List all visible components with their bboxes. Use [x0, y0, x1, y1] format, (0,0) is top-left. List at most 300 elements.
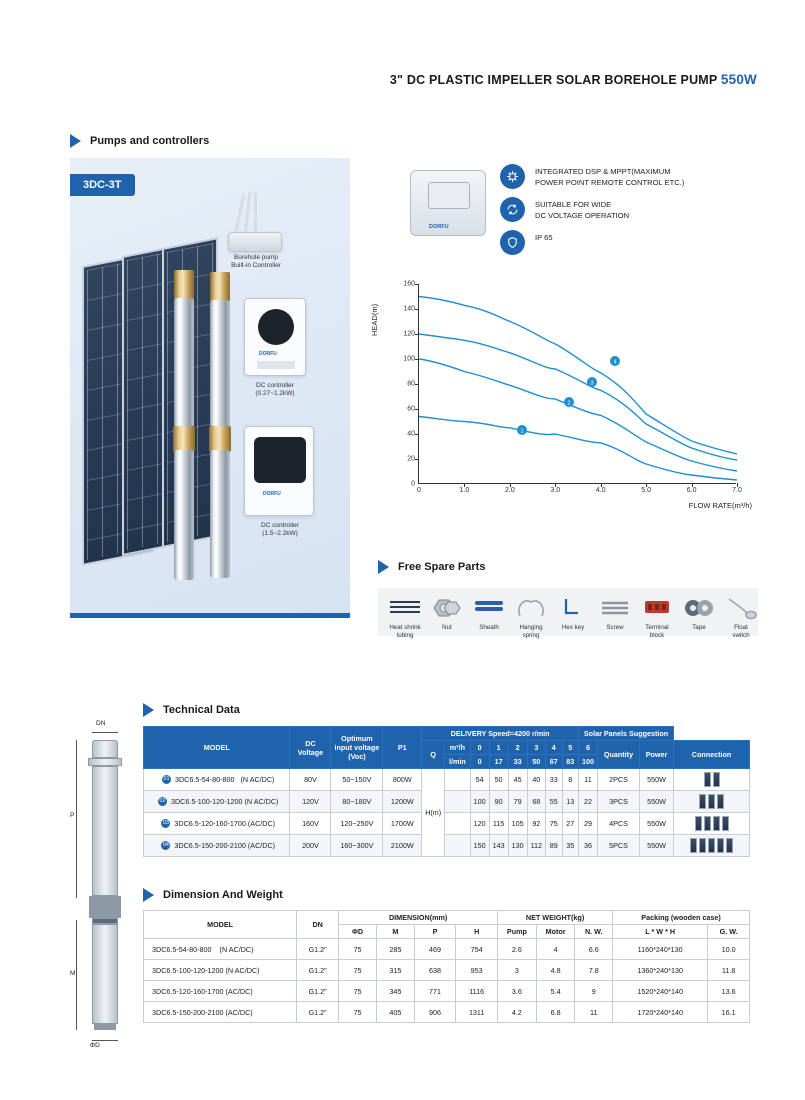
cell-model — [144, 813, 290, 835]
chart-y-tick: 0 — [411, 480, 415, 488]
cell-pump: 4.2 — [498, 1002, 537, 1023]
cell-nw: 9 — [575, 981, 613, 1002]
spare-part-terminal-block — [634, 592, 680, 640]
cell-power: 550W — [639, 813, 673, 835]
chart-y-tick: 160 — [403, 280, 415, 288]
controller-display — [258, 309, 294, 345]
cell-quantity: 5PCS — [598, 835, 640, 857]
cell-head: 115 — [489, 813, 508, 835]
controller-display — [428, 182, 470, 209]
chart-x-tick: 0 — [417, 487, 421, 494]
th-q-col-lmin: 83 — [562, 755, 578, 769]
model-name: 3DC6.5-150-200-2100 — [152, 1007, 224, 1017]
th-q-unit-lmin: l/min — [445, 755, 470, 769]
cell-phid: 75 — [339, 1002, 377, 1023]
cell-h: 1311 — [456, 1002, 498, 1023]
model-suffix: (N AC/DC) — [240, 774, 275, 784]
table-row — [144, 960, 750, 981]
performance-chart — [370, 276, 758, 528]
chart-y-tick: 100 — [403, 355, 415, 363]
cell-nw: 7.8 — [575, 960, 613, 981]
cell-p1: 2100W — [383, 835, 422, 857]
cell-head: 92 — [527, 813, 545, 835]
th-quantity: Quantity — [598, 741, 640, 769]
nut-icon — [424, 592, 470, 624]
cell-head: 40 — [527, 769, 545, 791]
drawing-label-dn: DN — [96, 720, 106, 727]
chart-y-tick: 60 — [407, 405, 415, 413]
drawing-outlet — [92, 740, 118, 758]
cell-model — [144, 769, 290, 791]
cell-p: 469 — [414, 939, 455, 960]
th-nw: N. W. — [575, 925, 613, 939]
chart-x-tick: 6.0 — [686, 487, 697, 494]
chart-x-axis-label: FLOW RATE(m³/h) — [688, 501, 752, 510]
cell-nw: 6.6 — [575, 939, 613, 960]
cell-model — [144, 960, 297, 981]
chart-curves — [419, 284, 737, 484]
cell-pump: 3.6 — [498, 981, 537, 1002]
cell-head: 90 — [489, 791, 508, 813]
controller-top-illustration — [410, 170, 486, 236]
drawing-pump-stages — [92, 766, 118, 896]
section-title: Technical Data — [163, 704, 240, 716]
hex-key-icon — [550, 592, 596, 624]
controller-terminals — [257, 361, 295, 369]
chart-x-tick: 7.0 — [732, 487, 742, 494]
cell-head: 120 — [470, 813, 489, 835]
th-q-col-lmin: 67 — [546, 755, 562, 769]
controller-display — [254, 437, 306, 483]
part-label-line-2: tubing — [396, 632, 414, 640]
table-row — [144, 835, 750, 857]
th-q-col-lmin: 100 — [579, 755, 598, 769]
cell-motor: 5.4 — [536, 981, 575, 1002]
part-label-line-2: spring — [522, 632, 540, 640]
dc-controller-small-caption — [238, 382, 312, 398]
drawing-label-p: P — [70, 812, 75, 819]
cell-head: 55 — [546, 791, 562, 813]
th-h: H — [456, 925, 498, 939]
cell-gw: 16.1 — [708, 1002, 750, 1023]
th-m: M — [376, 925, 414, 939]
drawing-motor-end — [94, 1024, 116, 1030]
cell-model — [144, 1002, 297, 1023]
brand-logo: DORFU — [429, 224, 449, 230]
cell-connection — [674, 813, 750, 835]
cell-pump: 2.6 — [498, 939, 537, 960]
part-label-line-1: Hanging — [519, 624, 543, 631]
th-p1: P1 — [383, 727, 422, 769]
caption-line-1: DC controller — [256, 382, 294, 389]
model-suffix: (AC/DC) — [225, 986, 253, 996]
cell-head: 33 — [546, 769, 562, 791]
part-label-line-1: Hex key — [561, 624, 585, 631]
cell-motor: 6.8 — [536, 1002, 575, 1023]
cell-model — [144, 981, 297, 1002]
builtin-controller-illustration — [228, 232, 282, 252]
section-dimension-weight — [143, 888, 283, 902]
chart-x-tick: 3.0 — [550, 487, 561, 494]
chart-y-tick: 120 — [403, 330, 415, 338]
cell-p: 638 — [414, 960, 455, 981]
row-number-badge: 01 — [163, 776, 170, 783]
th-pump: Pump — [498, 925, 537, 939]
model-name: 3DC6.5-120-160-1700 — [152, 986, 224, 996]
chart-y-axis-label: HEAD(m) — [370, 303, 379, 336]
th-phid: ΦD — [339, 925, 377, 939]
cell-gw: 13.6 — [708, 981, 750, 1002]
cell-head: 79 — [508, 791, 527, 813]
feature-line-2: DC VOLTAGE OPERATION — [535, 211, 630, 221]
table-row — [144, 939, 750, 960]
cell-connection — [674, 769, 750, 791]
row-number-badge: 03 — [162, 820, 169, 827]
th-dc-voltage: DC Voltage — [290, 727, 331, 769]
page-title-text: 3" DC PLASTIC IMPELLER SOLAR BOREHOLE PUMP — [389, 73, 718, 87]
cell-phid: 75 — [339, 960, 377, 981]
cell-phid: 75 — [339, 981, 377, 1002]
cell-dn: G1.2" — [297, 939, 339, 960]
feature-text — [535, 164, 684, 189]
spare-part-hanging-spring — [508, 592, 554, 640]
caption-line-2: (0.27~1.2kW) — [255, 390, 295, 398]
part-label-line-2: switch — [732, 632, 750, 640]
cell-head: 13 — [562, 791, 578, 813]
screw-icon — [592, 592, 638, 624]
cell-lwh: 1520*240*140 — [613, 981, 708, 1002]
cell-m: 405 — [376, 1002, 414, 1023]
cell-head: 89 — [546, 835, 562, 857]
cell-head: 150 — [470, 835, 489, 857]
section-title: Free Spare Parts — [398, 561, 486, 573]
th-q-col: 6 — [579, 741, 598, 755]
cell-head: 112 — [527, 835, 545, 857]
th-q-col-lmin: 50 — [527, 755, 545, 769]
feature-text — [535, 197, 629, 222]
th-gw: G. W. — [708, 925, 750, 939]
part-label-line-2: block — [649, 632, 665, 640]
cell-quantity: 4PCS — [598, 813, 640, 835]
model-name: 3DC6.5-54-80-800 — [174, 774, 235, 784]
th-q-col: 1 — [489, 741, 508, 755]
feature-line-1: IP 65 — [535, 233, 553, 242]
cell-h: 754 — [456, 939, 498, 960]
th-packing: Packing (wooden case) — [613, 911, 750, 925]
cell-model — [144, 939, 297, 960]
page-title — [390, 72, 757, 87]
th-delivery: DELIVERY Speed=4200 r/min — [422, 727, 579, 741]
brand-logo: DORFU — [263, 491, 281, 497]
cell-connection — [674, 835, 750, 857]
part-label-line-1: Tape — [692, 624, 706, 631]
cell-dc-voltage: 120V — [290, 791, 331, 813]
th-q-col: 3 — [527, 741, 545, 755]
cell-head — [445, 813, 470, 835]
shield-icon — [500, 230, 525, 255]
section-pumps-controllers — [70, 134, 209, 148]
pump-technical-drawing — [70, 720, 140, 1049]
cell-head: 105 — [508, 813, 527, 835]
cell-optimum: 160~300V — [331, 835, 383, 857]
cell-head: 27 — [562, 813, 578, 835]
pump-coupling-illustration — [173, 426, 195, 452]
th-power: Power — [639, 741, 673, 769]
cell-head: 50 — [489, 769, 508, 791]
cell-lwh: 1720*240*140 — [613, 1002, 708, 1023]
cell-motor: 4.8 — [536, 960, 575, 981]
cell-pump: 3 — [498, 960, 537, 981]
model-name: 3DC6.5-100-120-1200 — [170, 796, 243, 806]
pump-body-illustration — [174, 298, 194, 428]
svg-text:1: 1 — [520, 428, 524, 435]
cell-head: 11 — [579, 769, 598, 791]
cell-optimum: 80~180V — [331, 791, 383, 813]
spare-part-heat-shrink-tubing — [382, 592, 428, 640]
svg-text:2: 2 — [567, 400, 571, 407]
cell-optimum: 120~250V — [331, 813, 383, 835]
cell-lwh: 1360*240*130 — [613, 960, 708, 981]
model-suffix: (AC/DC) — [225, 1007, 253, 1017]
pump-head-illustration — [210, 272, 230, 302]
spare-part-sheath — [466, 592, 512, 632]
svg-text:4: 4 — [613, 359, 617, 366]
svg-text:3: 3 — [590, 380, 594, 387]
cell-m: 345 — [376, 981, 414, 1002]
product-image-panel — [70, 158, 350, 618]
table-row — [144, 813, 750, 835]
section-technical-data — [143, 703, 240, 717]
pump-motor-illustration — [210, 450, 230, 578]
cell-head: 100 — [470, 791, 489, 813]
row-number-badge: 02 — [159, 798, 166, 805]
dc-controller-large-illustration — [244, 426, 314, 516]
cell-quantity: 2PCS — [598, 769, 640, 791]
part-label-line-1: Heat shrink — [389, 624, 421, 631]
pump-body-illustration — [210, 300, 230, 428]
feature-line-1: SUITABLE FOR WIDE — [535, 200, 612, 209]
cell-power: 550W — [639, 769, 673, 791]
th-q-col: 4 — [546, 741, 562, 755]
cell-h-unit: H(m) — [422, 769, 445, 857]
dimension-weight-table — [143, 910, 750, 1023]
page-title-power: 550W — [720, 72, 757, 87]
feature-item-dsp-mppt — [500, 164, 760, 189]
table-header — [144, 911, 750, 939]
dc-controller-small-illustration — [244, 298, 306, 376]
technical-data-table — [143, 726, 750, 857]
th-dn: DN — [297, 911, 339, 939]
row-number-badge: 04 — [162, 842, 169, 849]
th-dimension: DIMENSION(mm) — [339, 911, 498, 925]
caption-line-2: (1.5~2.2kW) — [262, 530, 298, 538]
feature-item-ip65 — [500, 230, 760, 255]
float-switch-icon — [718, 592, 764, 624]
spare-part-float-switch — [718, 592, 764, 640]
model-name: 3DC6.5-54-80-800 — [152, 944, 212, 954]
th-model: MODEL — [144, 727, 290, 769]
th-q-unit-m3h: m³/h — [445, 741, 470, 755]
triangle-bullet-icon — [143, 888, 154, 902]
model-name: 3DC6.5-150-200-2100 — [174, 840, 246, 850]
cell-p: 771 — [414, 981, 455, 1002]
th-connection: Connection — [674, 741, 750, 769]
cell-quantity: 3PCS — [598, 791, 640, 813]
part-label-line-1: Nut — [442, 624, 452, 631]
cell-head — [445, 769, 470, 791]
th-q-col: 2 — [508, 741, 527, 755]
model-suffix: (AC/DC) — [247, 840, 276, 850]
cell-h: 1116 — [456, 981, 498, 1002]
chip-icon — [500, 164, 525, 189]
cell-optimum: 50~150V — [331, 769, 383, 791]
caption-line-1: DC controller — [261, 522, 299, 529]
cell-lwh: 1160*240*130 — [613, 939, 708, 960]
table-row — [144, 769, 750, 791]
terminal-block-icon — [634, 592, 680, 624]
cell-head: 75 — [546, 813, 562, 835]
caption-line-2: Built-in Controller — [231, 262, 281, 270]
cell-power: 550W — [639, 791, 673, 813]
section-free-spare-parts — [378, 560, 485, 574]
triangle-bullet-icon — [143, 703, 154, 717]
cell-phid: 75 — [339, 939, 377, 960]
cell-power: 550W — [639, 835, 673, 857]
part-label-line-1: Float — [734, 624, 748, 631]
chart-y-tick: 40 — [407, 430, 415, 438]
cell-nw: 11 — [575, 1002, 613, 1023]
cell-model — [144, 835, 290, 857]
cell-head: 130 — [508, 835, 527, 857]
caption-line-1: Borehole pump — [233, 254, 279, 261]
th-optimum-voltage: Optimum input voltage (Voc) — [331, 727, 383, 769]
cell-motor: 4 — [536, 939, 575, 960]
part-label-line-1: Screw — [606, 624, 624, 631]
cell-dc-voltage: 80V — [290, 769, 331, 791]
spare-part-screw — [592, 592, 638, 632]
feature-text — [535, 230, 553, 243]
th-q-col-lmin: 33 — [508, 755, 527, 769]
product-badge: 3DC-3T — [70, 174, 135, 196]
cell-m: 315 — [376, 960, 414, 981]
chart-y-tick: 20 — [407, 455, 415, 463]
cell-dn: G1.2" — [297, 981, 339, 1002]
cell-head: 68 — [527, 791, 545, 813]
model-suffix: (N AC/DC) — [225, 965, 260, 975]
chart-y-tick: 140 — [403, 305, 415, 313]
drawing-suction — [89, 896, 121, 918]
cell-head: 29 — [579, 813, 598, 835]
th-q-col: 0 — [470, 741, 489, 755]
cell-gw: 11.8 — [708, 960, 750, 981]
cell-connection — [674, 791, 750, 813]
cell-m: 285 — [376, 939, 414, 960]
triangle-bullet-icon — [378, 560, 389, 574]
cell-head: 54 — [470, 769, 489, 791]
builtin-controller-caption — [220, 254, 292, 270]
cell-p1: 1200W — [383, 791, 422, 813]
chart-x-tick: 1.0 — [459, 487, 470, 494]
drawing-motor — [92, 924, 118, 1024]
cable-illustration — [254, 192, 257, 236]
cell-p1: 1700W — [383, 813, 422, 835]
cell-h: 953 — [456, 960, 498, 981]
chart-plot-area — [403, 280, 742, 494]
cell-p: 906 — [414, 1002, 455, 1023]
pump-coupling-illustration — [209, 426, 231, 452]
th-solar-panels: Solar Panels Suggestion — [579, 727, 674, 741]
pump-motor-illustration — [174, 450, 194, 580]
th-q-col-lmin: 17 — [489, 755, 508, 769]
brand-logo: DORFU — [259, 351, 277, 357]
tape-icon — [676, 592, 722, 624]
model-name: 3DC6.5-100-120-1200 — [152, 965, 224, 975]
cable-illustration — [244, 192, 252, 236]
drawing-flange — [88, 758, 122, 766]
part-label-line-1: Terminal — [645, 624, 669, 631]
th-p: P — [414, 925, 455, 939]
th-q: Q — [422, 741, 445, 769]
hanging-spring-icon — [508, 592, 554, 624]
cell-dc-voltage: 200V — [290, 835, 331, 857]
chart-x-tick: 5.0 — [641, 487, 651, 494]
cell-head: 35 — [562, 835, 578, 857]
cell-head: 8 — [562, 769, 578, 791]
model-suffix: (AC/DC) — [247, 818, 276, 828]
chart-y-tick: 80 — [407, 380, 415, 388]
cell-dc-voltage: 160V — [290, 813, 331, 835]
spare-part-nut — [424, 592, 470, 632]
cell-model — [144, 791, 290, 813]
section-title: Dimension And Weight — [163, 889, 283, 901]
cell-head — [445, 835, 470, 857]
cell-head: 36 — [579, 835, 598, 857]
spare-part-hex-key — [550, 592, 596, 632]
chart-x-tick: 4.0 — [595, 487, 606, 494]
table-row — [144, 1002, 750, 1023]
th-net-weight: NET WEIGHT(kg) — [498, 911, 613, 925]
th-lwh: L * W * H — [613, 925, 708, 939]
heat-shrink-tubing-icon — [382, 592, 428, 624]
th-q-col: 5 — [562, 741, 578, 755]
pump-head-illustration — [174, 270, 194, 300]
cell-dn: G1.2" — [297, 1002, 339, 1023]
table-header — [144, 727, 750, 769]
drawing-label-phid: ΦD — [90, 1042, 100, 1049]
cell-head: 22 — [579, 791, 598, 813]
feature-line-1: INTEGRATED DSP & MPPT(MAXIMUM — [535, 167, 671, 176]
table-row — [144, 791, 750, 813]
table-row — [144, 981, 750, 1002]
cell-head: 45 — [508, 769, 527, 791]
cell-dn: G1.2" — [297, 960, 339, 981]
cell-gw: 10.0 — [708, 939, 750, 960]
model-suffix: (N AC/DC) — [219, 944, 254, 954]
spare-part-tape — [676, 592, 722, 632]
drawing-label-m: M — [70, 970, 76, 977]
th-q-col-lmin: 0 — [470, 755, 489, 769]
feature-item-wide-voltage — [500, 197, 760, 222]
triangle-bullet-icon — [70, 134, 81, 148]
model-name: 3DC6.5-120-160-1700 — [174, 818, 246, 828]
sheath-icon — [466, 592, 512, 624]
part-label-line-1: Sheath — [479, 624, 499, 631]
model-suffix: (N AC/DC) — [244, 796, 279, 806]
th-model: MODEL — [144, 911, 297, 939]
cell-head — [445, 791, 470, 813]
feature-line-2: POWER POINT REMOTE CONTROL ETC.) — [535, 178, 685, 188]
cell-p1: 800W — [383, 769, 422, 791]
